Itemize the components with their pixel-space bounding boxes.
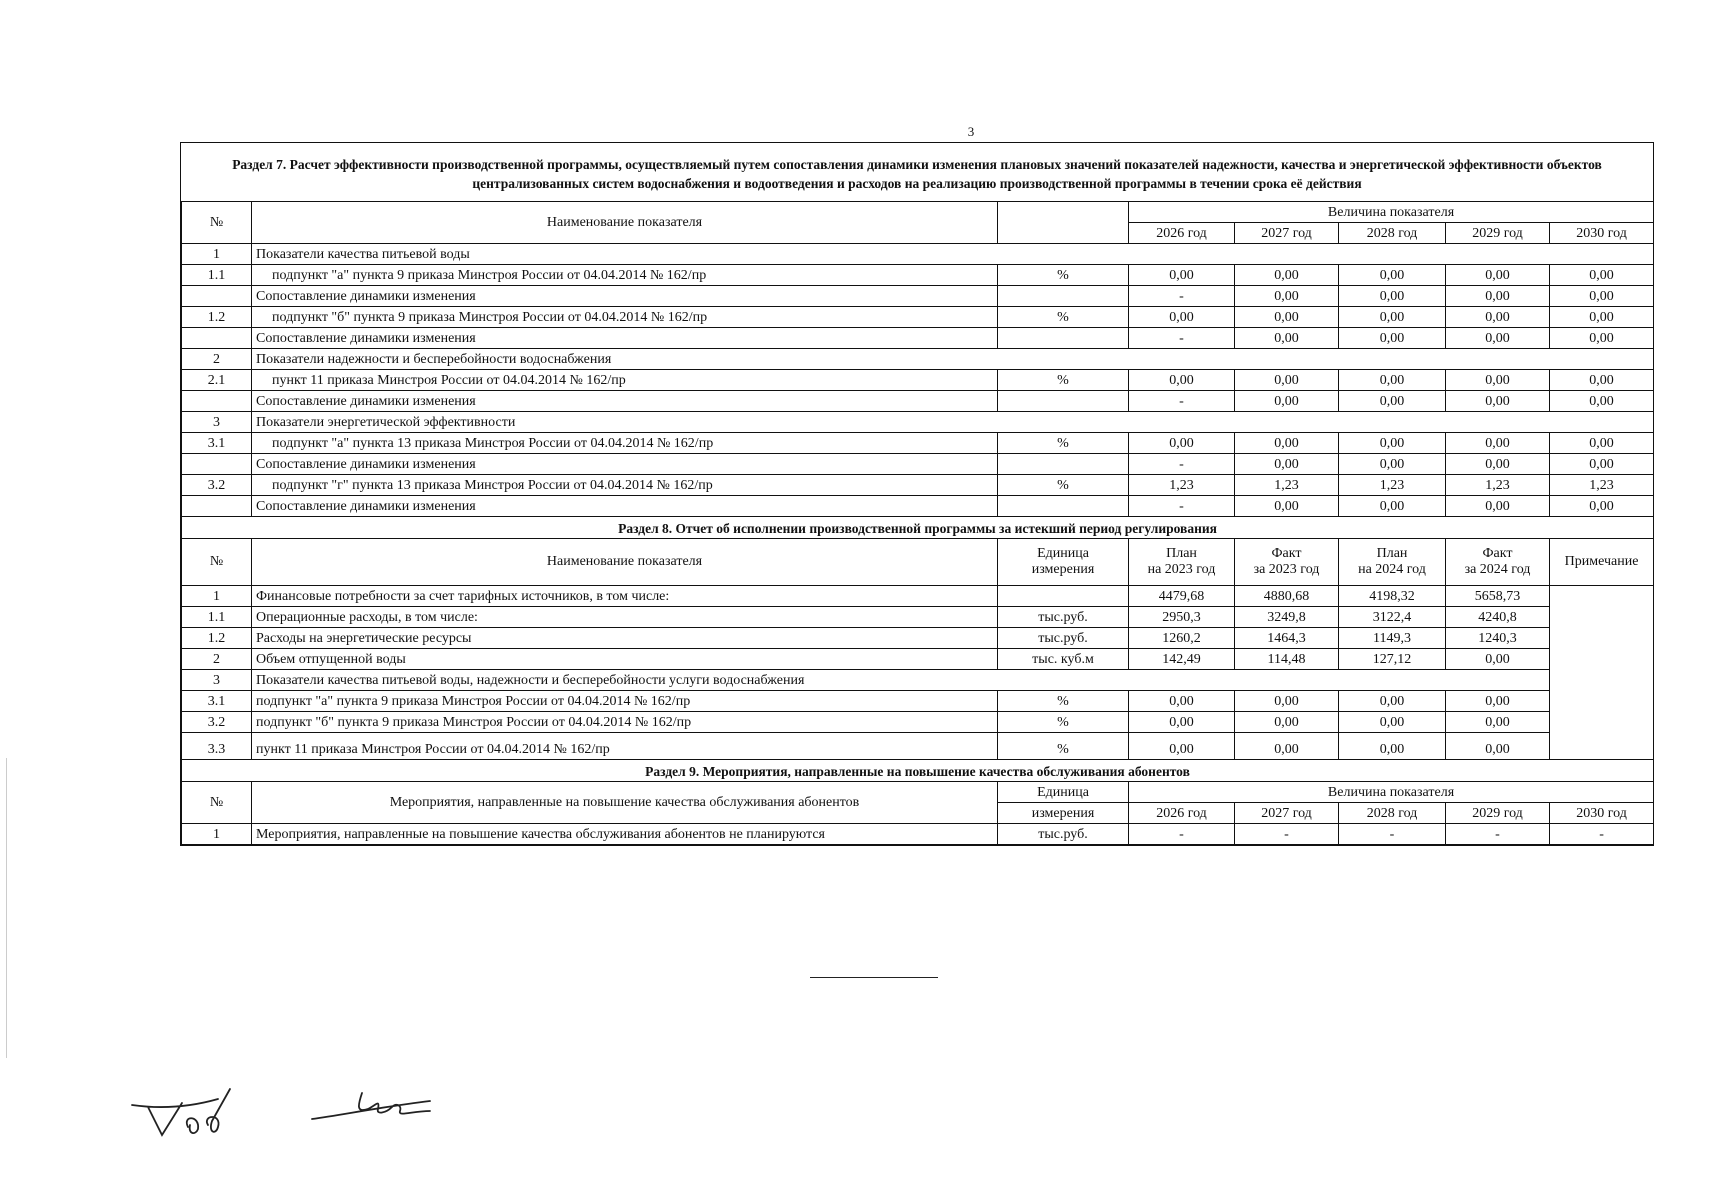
table-row [182, 691, 1654, 712]
row-value: 0,00 [1446, 712, 1550, 733]
header-unit-line1: Единица [998, 782, 1129, 803]
header-year: 2030 год [1550, 223, 1654, 244]
row-name: подпункт "б" пункта 9 приказа Минстроя России от 04.04.2014 № 162/пр [252, 712, 998, 733]
header-year: 2028 год [1339, 223, 1446, 244]
row-unit: % [998, 433, 1129, 454]
row-value: 0,00 [1446, 265, 1550, 286]
row-name: подпункт "г" пункта 13 приказа Минстроя России от 04.04.2014 № 162/пр [252, 475, 998, 496]
row-value: - [1129, 454, 1235, 475]
header-period-line1: Факт [1482, 546, 1513, 561]
row-value: 0,00 [1339, 370, 1446, 391]
row-name: Показатели качества питьевой воды, надежности и бесперебойности услуги водоснабжения [252, 670, 1550, 691]
page-number: 3 [967, 124, 975, 139]
row-num: 3.1 [182, 433, 252, 454]
row-value: 0,00 [1235, 391, 1339, 412]
row-value: 0,00 [1235, 733, 1339, 760]
group-row [182, 412, 1654, 433]
row-unit: % [998, 475, 1129, 496]
row-num: 3 [182, 412, 252, 433]
row-value: 0,00 [1129, 370, 1235, 391]
header-year: 2026 год [1129, 223, 1235, 244]
header-period [1339, 539, 1446, 586]
header-period-line1: План [1376, 546, 1408, 561]
row-value: 0,00 [1446, 391, 1550, 412]
group-row [182, 670, 1654, 691]
row-unit: тыс.руб. [998, 824, 1129, 845]
row-value: 0,00 [1235, 265, 1339, 286]
section7-header-row [182, 202, 1654, 223]
row-value: 1260,2 [1129, 628, 1235, 649]
row-value: 0,00 [1446, 328, 1550, 349]
row-value: 0,00 [1339, 286, 1446, 307]
row-value: 0,00 [1446, 454, 1550, 475]
header-value-group: Величина показателя [1129, 782, 1654, 803]
row-value: 1,23 [1235, 475, 1339, 496]
header-year: 2028 год [1339, 803, 1446, 824]
row-value: 0,00 [1129, 433, 1235, 454]
table-row [182, 824, 1654, 845]
row-num: 3.2 [182, 712, 252, 733]
row-num: 1 [182, 586, 252, 607]
row-unit [998, 496, 1129, 517]
note-cell [1550, 586, 1654, 760]
row-value: 1149,3 [1339, 628, 1446, 649]
row-name: пункт 11 приказа Минстроя России от 04.04.2014 № 162/пр [252, 733, 998, 760]
table-row [182, 328, 1654, 349]
header-note: Примечание [1550, 539, 1654, 586]
row-num [182, 496, 252, 517]
row-num: 1.1 [182, 607, 252, 628]
row-value: 0,00 [1339, 496, 1446, 517]
row-value: - [1129, 496, 1235, 517]
row-num: 1 [182, 824, 252, 845]
header-period-line1: План [1166, 546, 1197, 561]
row-value: 0,00 [1129, 265, 1235, 286]
row-value: 0,00 [1339, 391, 1446, 412]
report-table [181, 201, 1654, 845]
row-num: 2.1 [182, 370, 252, 391]
row-name: Объем отпущенной воды [252, 649, 998, 670]
row-value: - [1129, 328, 1235, 349]
header-unit [998, 202, 1129, 244]
row-value: 0,00 [1446, 433, 1550, 454]
scan-edge-line [6, 758, 7, 1058]
table-row [182, 733, 1654, 760]
table-row [182, 265, 1654, 286]
row-unit: % [998, 691, 1129, 712]
section9-title: Раздел 9. Мероприятия, направленные на повышение качества обслуживания абонентов [182, 760, 1654, 782]
row-unit [998, 454, 1129, 475]
header-name: Наименование показателя [252, 539, 998, 586]
section8-title-row [182, 517, 1654, 539]
row-value: - [1446, 824, 1550, 845]
row-name: Сопоставление динамики изменения [252, 391, 998, 412]
header-num: № [182, 539, 252, 586]
row-value: - [1129, 824, 1235, 845]
header-year: 2029 год [1446, 803, 1550, 824]
table-row [182, 628, 1654, 649]
row-unit [998, 286, 1129, 307]
header-period [1446, 539, 1550, 586]
row-name: подпункт "а" пункта 9 приказа Минстроя России от 04.04.2014 № 162/пр [252, 691, 998, 712]
row-unit: % [998, 733, 1129, 760]
header-period-line2: за 2024 год [1464, 562, 1531, 577]
header-num: № [182, 782, 252, 824]
table-row [182, 391, 1654, 412]
table-row [182, 586, 1654, 607]
row-value: 0,00 [1550, 391, 1654, 412]
row-value: 0,00 [1550, 328, 1654, 349]
row-value: 0,00 [1446, 691, 1550, 712]
row-value: 0,00 [1235, 286, 1339, 307]
row-value: 0,00 [1550, 265, 1654, 286]
row-value: 142,49 [1129, 649, 1235, 670]
row-value: - [1550, 824, 1654, 845]
row-value: 0,00 [1550, 496, 1654, 517]
row-value: 1,23 [1129, 475, 1235, 496]
header-year: 2027 год [1235, 223, 1339, 244]
row-value: 0,00 [1339, 433, 1446, 454]
row-value: 114,48 [1235, 649, 1339, 670]
header-period [1129, 539, 1235, 586]
row-value: 0,00 [1339, 454, 1446, 475]
row-value: - [1339, 824, 1446, 845]
row-value: 0,00 [1550, 370, 1654, 391]
row-value: 0,00 [1129, 712, 1235, 733]
row-value: - [1235, 824, 1339, 845]
table-row [182, 370, 1654, 391]
row-value: 3122,4 [1339, 607, 1446, 628]
row-value: 0,00 [1235, 712, 1339, 733]
row-value: 0,00 [1339, 328, 1446, 349]
row-name: Операционные расходы, в том числе: [252, 607, 998, 628]
row-value: 0,00 [1446, 370, 1550, 391]
header-value-group: Величина показателя [1129, 202, 1654, 223]
section9-header-row [182, 782, 1654, 803]
row-value: 0,00 [1446, 496, 1550, 517]
row-name: Финансовые потребности за счет тарифных источников, в том числе: [252, 586, 998, 607]
row-value: 4240,8 [1446, 607, 1550, 628]
row-unit: % [998, 307, 1129, 328]
row-value: 0,00 [1129, 307, 1235, 328]
row-unit: % [998, 712, 1129, 733]
row-name: Мероприятия, направленные на повышение качества обслуживания абонентов не планируются [252, 824, 998, 845]
row-num [182, 286, 252, 307]
header-year: 2026 год [1129, 803, 1235, 824]
section7-title: Раздел 7. Расчет эффективности производственной программы, осуществляемый путем сопоставления динамики изменения плановых значений показателей надежности, качества и энергетической эффективности объектов централизованных систем водоснабжения и водоотведения и расходов на реализацию производственной программы в течении срока её действия [232, 157, 1602, 191]
row-value: 0,00 [1235, 433, 1339, 454]
row-value: 0,00 [1129, 733, 1235, 760]
row-value: 0,00 [1339, 265, 1446, 286]
group-row [182, 349, 1654, 370]
row-unit: тыс. куб.м [998, 649, 1129, 670]
row-unit [998, 586, 1129, 607]
row-value: 1,23 [1550, 475, 1654, 496]
row-num [182, 391, 252, 412]
row-value: 4198,32 [1339, 586, 1446, 607]
header-period-line2: за 2023 год [1253, 562, 1320, 577]
table-row [182, 433, 1654, 454]
end-rule [810, 977, 938, 978]
row-value: 1,23 [1446, 475, 1550, 496]
row-value: 2950,3 [1129, 607, 1235, 628]
row-name: Показатели надежности и бесперебойности водоснабжения [252, 349, 1654, 370]
row-unit: тыс.руб. [998, 628, 1129, 649]
header-period [1235, 539, 1339, 586]
row-num: 1 [182, 244, 252, 265]
row-num: 3 [182, 670, 252, 691]
row-name: Показатели качества питьевой воды [252, 244, 1654, 265]
group-row [182, 244, 1654, 265]
row-value: 0,00 [1235, 454, 1339, 475]
header-period-line2: на 2023 год [1147, 562, 1216, 577]
row-value: 1240,3 [1446, 628, 1550, 649]
row-value: 127,12 [1339, 649, 1446, 670]
row-num [182, 328, 252, 349]
header-num: № [182, 202, 252, 244]
header-unit-line2: измерения [998, 803, 1129, 824]
row-value: 0,00 [1339, 691, 1446, 712]
header-unit-line2: измерения [1031, 562, 1095, 577]
row-value: 3249,8 [1235, 607, 1339, 628]
header-name: Мероприятия, направленные на повышение качества обслуживания абонентов [252, 782, 998, 824]
table-row [182, 496, 1654, 517]
header-period-line2: на 2024 год [1358, 562, 1426, 577]
row-value: 0,00 [1235, 496, 1339, 517]
row-name: подпункт "а" пункта 13 приказа Минстроя России от 04.04.2014 № 162/пр [252, 433, 998, 454]
header-year: 2027 год [1235, 803, 1339, 824]
section9-title-row [182, 760, 1654, 782]
row-value: 5658,73 [1446, 586, 1550, 607]
row-value: 0,00 [1446, 286, 1550, 307]
row-value: - [1129, 391, 1235, 412]
row-value: 0,00 [1235, 691, 1339, 712]
row-value: 0,00 [1235, 370, 1339, 391]
section8-header-row [182, 539, 1654, 586]
document-frame [180, 142, 1654, 846]
row-num [182, 454, 252, 475]
row-value: 0,00 [1235, 328, 1339, 349]
row-name: Сопоставление динамики изменения [252, 496, 998, 517]
row-value: 0,00 [1550, 454, 1654, 475]
row-unit [998, 328, 1129, 349]
row-num: 3.1 [182, 691, 252, 712]
table-row [182, 649, 1654, 670]
row-name: Сопоставление динамики изменения [252, 328, 998, 349]
row-name: Расходы на энергетические ресурсы [252, 628, 998, 649]
header-year: 2030 год [1550, 803, 1654, 824]
table-row [182, 307, 1654, 328]
row-value: 0,00 [1339, 733, 1446, 760]
row-value: 0,00 [1550, 307, 1654, 328]
row-name: подпункт "а" пункта 9 приказа Минстроя России от 04.04.2014 № 162/пр [252, 265, 998, 286]
row-value: 0,00 [1550, 286, 1654, 307]
row-name: Сопоставление динамики изменения [252, 286, 998, 307]
row-name: Показатели энергетической эффективности [252, 412, 1654, 433]
row-unit: % [998, 370, 1129, 391]
row-value: 4880,68 [1235, 586, 1339, 607]
table-row [182, 286, 1654, 307]
handwritten-signatures [130, 1085, 460, 1145]
row-name: пункт 11 приказа Минстроя России от 04.04.2014 № 162/пр [252, 370, 998, 391]
row-value: 0,00 [1339, 712, 1446, 733]
table-row [182, 475, 1654, 496]
row-value: 0,00 [1446, 733, 1550, 760]
section8-title: Раздел 8. Отчет об исполнении производственной программы за истекший период регулирования [182, 517, 1654, 539]
header-unit [998, 539, 1129, 586]
header-period-line1: Факт [1271, 546, 1302, 561]
row-value: - [1129, 286, 1235, 307]
row-num: 3.3 [182, 733, 252, 760]
report-table-body [182, 202, 1654, 845]
row-name: подпункт "б" пункта 9 приказа Минстроя России от 04.04.2014 № 162/пр [252, 307, 998, 328]
row-value: 1464,3 [1235, 628, 1339, 649]
row-num: 2 [182, 349, 252, 370]
row-value: 0,00 [1235, 307, 1339, 328]
row-num: 1.1 [182, 265, 252, 286]
row-value: 0,00 [1446, 307, 1550, 328]
row-num: 1.2 [182, 628, 252, 649]
header-name: Наименование показателя [252, 202, 998, 244]
table-row [182, 454, 1654, 475]
row-value: 0,00 [1550, 433, 1654, 454]
row-value: 0,00 [1446, 649, 1550, 670]
row-num: 3.2 [182, 475, 252, 496]
row-unit: % [998, 265, 1129, 286]
row-value: 0,00 [1339, 307, 1446, 328]
row-value: 0,00 [1129, 691, 1235, 712]
row-value: 4479,68 [1129, 586, 1235, 607]
row-num: 1.2 [182, 307, 252, 328]
header-year: 2029 год [1446, 223, 1550, 244]
row-unit: тыс.руб. [998, 607, 1129, 628]
header-unit-line1: Единица [1037, 546, 1089, 561]
table-row [182, 607, 1654, 628]
row-unit [998, 391, 1129, 412]
row-name: Сопоставление динамики изменения [252, 454, 998, 475]
row-num: 2 [182, 649, 252, 670]
row-value: 1,23 [1339, 475, 1446, 496]
table-row [182, 712, 1654, 733]
